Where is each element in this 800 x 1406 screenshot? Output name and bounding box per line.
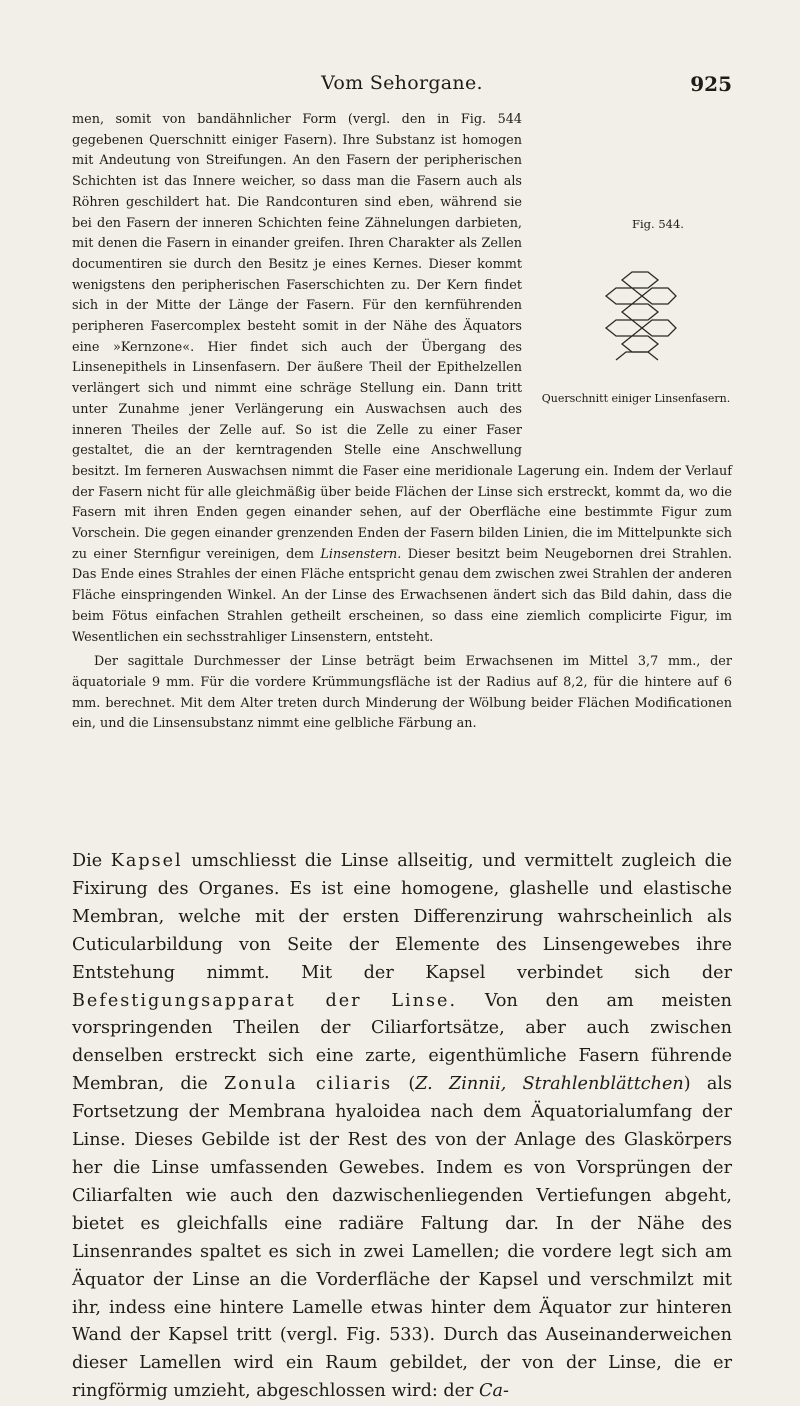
- text-run: ) als Fortsetzung der Membrana hyaloidea nach dem Äquatorialumfang der Linse. Dieses Gebilde ist der Rest des von der Anlage des Glaskörpers her die Linse umfassenden Gewebes. Indem es von Vorsprüngen der Ciliarfalten wie auch den dazwischenliegenden Vertiefungen abgeht, bietet es gleichfalls eine radiäre Faltung dar. In der Nähe des Linsenrandes spaltet es sich in zwei Lamellen; die vordere legt sich am Äquator der Linse an die Vorderfläche der Kapsel und verschmilzt mit ihr, indess eine hintere Lamelle etwas hinter dem Äquator zur hinteren Wand der Kapsel tritt (vergl. Fig. 533). Durch das Auseinanderweichen dieser Lamellen wird ein Raum gebildet, der von der Linse, die er ringförmig umzieht, abgeschlossen wird: der: [72, 1074, 732, 1402]
- lens-fiber-cross-section-illustration: [602, 270, 678, 370]
- term-kapsel: Kapsel: [110, 851, 183, 871]
- small-print-section: [72, 110, 732, 735]
- page-number: 925: [690, 72, 732, 96]
- figure-caption: Querschnitt einiger Linsenfasern.: [541, 392, 731, 405]
- paragraph-capsule: [72, 848, 732, 1406]
- running-title: Vom Sehorgane.: [321, 72, 483, 94]
- paragraph-fiber-text-end: Dieser besitzt beim Neugebornen drei Strahlen. Das Ende eines Strahles der einen Fläche entspricht genau dem zwischen zwei Strahlen der anderen Fläche einspringenden Winkel. An der Linse des Erwachsenen ändert sich das Bild dahin, dass die beim Fötus einfachen Strahlen getheilt erscheinen, so dass eine ziemlich complicirte Figur, im Wesentlichen ein sechsstrahliger Linsenstern, entsteht.: [72, 546, 733, 645]
- term-linsenstern: Linsenstern.: [320, 546, 402, 562]
- paragraph-fiber-text: men, somit von bandähnlicher Form (vergl. den in Fig. 544 gegebenen Querschnitt einiger Fasern). Ihre Substanz ist homogen mit Andeutung von Streifungen. An den Fasern der peripherischen Schichten ist das Innere weicher, so dass man die Fasern auch als Röhren geschildert hat. Die Randconturen sind eben, während sie bei den Fasern der inneren Schichten feine Zähnelungen darbieten, mit denen die Fasern in einander greifen. Ihren Charakter als Zellen documentiren sie durch den Besitz je eines Kernes. Dieser kommt wenigstens den peripherischen Faserschichten zu. Der Kern findet sich in der Mitte der Länge der Fasern. Für den kernführenden peripheren Fasercomplex besteht somit in der Nähe des Äquators eine »Kernzone«. Hier findet sich auch der Übergang des Linsenepithels in Linsenfasern. Der äußere Theil der Epithelzellen verlängert sich und nimmt eine schräge Stellung ein. Dann tritt unter Zunahme jener Verlängerung ein Auswachsen auch des inneren Theiles der Zelle auf. So ist die Zelle zu einer Faser gestaltet, die an der kerntragenden Stelle eine Anschwellung besitzt. Im ferneren Auswachsen nimmt die Faser eine meridionale Lagerung ein. Indem der Verlauf der Fasern nicht für alle gleichmäßig über beide Flächen der Linse sich erstreckt, kommt da, wo die Fasern mit ihren Enden gegen einander sehen, auf der Oberfläche eine bestimmte Figur zum Vorschein. Die gegen einander grenzenden Enden der Fasern bilden Linien, die im Mittelpunkte sich zu einer Sternfigur vereinigen, dem: [72, 112, 732, 562]
- term-ca: Ca-: [479, 1381, 509, 1402]
- page-header: [72, 72, 732, 96]
- text-run: Die: [72, 851, 111, 871]
- paragraph-lens-dimensions: Der sagittale Durchmesser der Linse beträgt beim Erwachsenen im Mittel 3,7 mm., der äquatoriale 9 mm. Für die vordere Krümmungsfläche ist der Radius auf 8,2, für die hintere auf 6 mm. berechnet. Mit dem Alter treten durch Minderung der Wölbung beider Flächen Modificationen ein, und die Linsensubstanz nimmt eine gelbliche Färbung an.: [72, 654, 732, 732]
- term-befestigungsapparat: Befestigungsapparat der Linse.: [72, 990, 458, 1011]
- term-zinnii: Z. Zinnii, Strahlenblättchen: [415, 1074, 684, 1095]
- text-run: (: [392, 1074, 416, 1095]
- term-zonula-ciliaris: Zonula ciliaris: [223, 1074, 393, 1095]
- figure-544: [536, 110, 732, 448]
- text-run: Von den am meisten vorspringenden Theilen der Ciliarfortsätze, aber auch zwischen denselben erstreckt sich eine zarte, eigenthümliche Fasern führende Membran, die: [72, 990, 732, 1095]
- text-run: umschliesst die Linse allseitig, und vermittelt zugleich die Fixirung des Organes. Es ist eine homogene, glashelle und elastische Membran, welche mit der ersten Differenzirung wahrscheinlich als Cuticularbildung von Seite der Elemente des Linsengewebes ihre Entstehung nimmt. Mit der Kapsel verbindet sich der: [72, 851, 732, 983]
- large-print-section: [72, 848, 732, 1406]
- figure-label: Fig. 544.: [632, 217, 684, 231]
